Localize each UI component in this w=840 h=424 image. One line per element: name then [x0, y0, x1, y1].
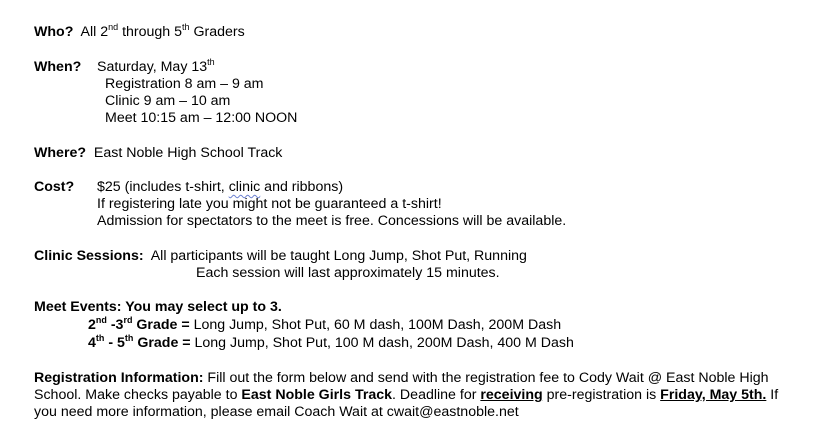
cost-line-2: If registering late you might not be guaranteed a t-shirt! — [97, 196, 442, 212]
row1-grade-b-sup: rd — [123, 315, 133, 325]
when-registration: Registration 8 am – 9 am — [105, 76, 264, 92]
when-date-sup: th — [207, 57, 215, 67]
row2-grade-b-sup: th — [124, 333, 134, 343]
row2-grade-a: 4 — [88, 335, 96, 351]
cost-line-1-pre: $25 (includes t-shirt, — [97, 179, 229, 195]
cost-line-1-post: and ribbons) — [260, 179, 344, 195]
clinic-sessions-text: All participants will be taught Long Jump, Shot Put, Running — [150, 248, 527, 264]
cost-clinic-word: clinic — [228, 179, 261, 195]
when-meet: Meet 10:15 am – 12:00 NOON — [105, 110, 298, 126]
cost-label-line — [34, 179, 74, 196]
who-sup-1: nd — [108, 22, 119, 32]
meet-events-heading — [34, 299, 282, 316]
when-line — [34, 59, 81, 76]
reg-line-2-team: East Noble Girls Track — [241, 387, 393, 403]
when-date-text: Saturday, May 13 — [97, 59, 208, 75]
cost-line-1 — [97, 179, 343, 196]
meet-events-row-2 — [88, 335, 574, 352]
reg-line-2-receiving: receiving — [480, 387, 543, 403]
reg-line-2-mid2: pre-registration is — [542, 387, 661, 403]
registration-info-line-2 — [34, 387, 778, 404]
who-text-pre: All 2 — [80, 24, 109, 40]
reg-line-2-deadline-date: Friday, May 5th. — [660, 387, 767, 403]
row1-grade-a: 2 — [88, 317, 96, 333]
registration-info-text-1: Fill out the form below and send with the registration fee to Cody Wait @ East Noble High — [203, 370, 769, 386]
reg-line-2-pre: School. Make checks payable to — [34, 387, 242, 403]
where-line — [34, 145, 282, 162]
row1-events: Long Jump, Shot Put, 60 M dash, 100M Dash, 200M Dash — [193, 317, 562, 333]
cost-label: Cost? — [34, 179, 75, 195]
registration-info-line-3: you need more information, please email Coach Wait at cwait@eastnoble.net — [34, 404, 519, 420]
reg-line-2-mid: . Deadline for — [392, 387, 481, 403]
row2-grade-b: - 5 — [104, 335, 125, 351]
cost-line-3: Admission for spectators to the meet is free. Concessions will be available. — [97, 213, 567, 229]
clinic-sessions-line — [34, 248, 527, 265]
when-clinic: Clinic 9 am – 10 am — [105, 93, 231, 109]
where-label: Where? — [34, 145, 87, 161]
who-line — [34, 24, 245, 41]
row2-grade-a-sup: th — [95, 333, 105, 343]
who-label: Who? — [34, 24, 74, 40]
row2-grade-c: Grade = — [133, 335, 195, 351]
who-text-mid: through 5 — [118, 24, 183, 40]
clinic-sessions-line-2: Each session will last approximately 15 minutes. — [196, 265, 500, 281]
clinic-sessions-label: Clinic Sessions: — [34, 248, 144, 264]
row1-grade-c: Grade = — [132, 317, 194, 333]
reg-line-2-post: If — [766, 387, 779, 403]
when-date — [97, 59, 215, 76]
who-text-post: Graders — [189, 24, 245, 40]
registration-info-line-1 — [34, 370, 769, 387]
who-sup-2: th — [182, 22, 190, 32]
row1-grade-b: -3 — [106, 317, 124, 333]
meet-events-label: Meet Events: You may select up to 3. — [34, 299, 282, 315]
where-text: East Noble High School Track — [93, 145, 283, 161]
row2-events: Long Jump, Shot Put, 100 M dash, 200M Dash, 400 M Dash — [194, 335, 574, 351]
meet-events-row-1 — [88, 317, 561, 334]
row1-grade-a-sup: nd — [95, 315, 107, 325]
registration-info-label: Registration Information: — [34, 370, 204, 386]
when-label: When? — [34, 59, 82, 75]
